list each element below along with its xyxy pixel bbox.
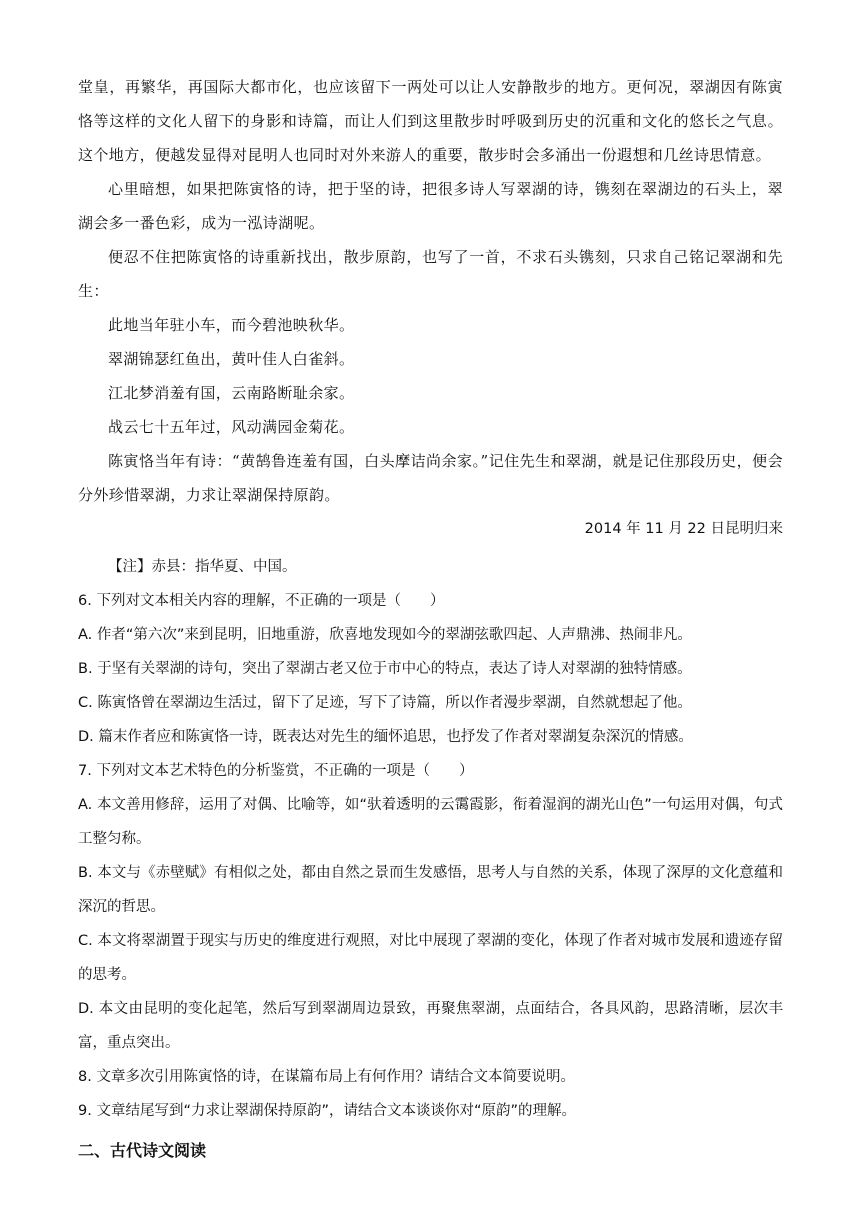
passage-paragraph-2: 心里暗想，如果把陈寅恪的诗，把于坚的诗，把很多诗人写翠湖的诗，镌刻在翠湖边的石头上，翠湖会多一番色彩，成为一泓诗湖呢。 xyxy=(78,180,783,232)
question-7 xyxy=(78,754,783,1060)
question-6 xyxy=(78,584,783,754)
passage-paragraph-continued: 堂皇，再繁华，再国际大都市化，也应该留下一两处可以让人安静散步的地方。更何况，翠湖因有陈寅恪等这样的文化人留下的身影和诗篇，而让人们到这里散步时呼吸到历史的沉重和文化的悠长之气息。这个地方，便越发显得对昆明人也同时对外来游人的重要，散步时会多涌出一份遐想和几丝诗思情意。 xyxy=(78,78,783,164)
poem-line-4: 战云七十五年过，风动满园金菊花。 xyxy=(108,418,355,436)
poem-line-2: 翠湖锦瑟红鱼出，黄叶佳人白雀斜。 xyxy=(108,350,355,368)
option-b: B. 于坚有关翠湖的诗句，突出了翠湖古老又位于市中心的特点，表达了诗人对翠湖的独特情感。 xyxy=(78,661,692,677)
poem-line-1: 此地当年驻小车，而今碧池映秋华。 xyxy=(108,316,355,334)
option-b: B. 本文与《赤壁赋》有相似之处，都由自然之景而生发感悟，思考人与自然的关系，体现了深厚的文化意蕴和深沉的哲思。 xyxy=(78,865,783,915)
question-stem: 6. 下列对文本相关内容的理解，不正确的一项是（ ） xyxy=(78,593,445,609)
passage-paragraph-4: 陈寅恪当年有诗：“黄鹄鲁连羞有国，白头摩诘尚余家。”记住先生和翠湖，就是记住那段历史，便会分外珍惜翠湖，力求让翠湖保持原韵。 xyxy=(78,452,783,504)
poem xyxy=(78,308,783,444)
passage-date: 2014 年 11 月 22 日昆明归来 xyxy=(584,521,783,537)
option-c: C. 陈寅恪曾在翠湖边生活过，留下了足迹，写下了诗篇，所以作者漫步翠湖，自然就想起了他。 xyxy=(78,695,692,711)
section-heading: 二、古代诗文阅读 xyxy=(78,1141,207,1160)
option-a: A. 作者“第六次”来到昆明，旧地重游，欣喜地发现如今的翠湖弦歌四起、人声鼎沸、热闹非凡。 xyxy=(78,627,692,643)
poem-line-3: 江北梦消羞有国，云南路断耻余家。 xyxy=(108,384,355,402)
option-d: D. 本文由昆明的变化起笔，然后写到翠湖周边景致，再聚焦翠湖，点面结合，各具风韵，思路清晰，层次丰富，重点突出。 xyxy=(78,1001,783,1051)
option-d: D. 篇末作者应和陈寅恪一诗，既表达对先生的缅怀追思，也抒发了作者对翠湖复杂深沉的情感。 xyxy=(78,729,693,745)
option-c: C. 本文将翠湖置于现实与历史的维度进行观照，对比中展现了翠湖的变化，体现了作者对城市发展和遗迹存留的思考。 xyxy=(78,933,783,983)
question-8: 8. 文章多次引用陈寅恪的诗，在谋篇布局上有何作用？请结合文本简要说明。 xyxy=(78,1069,575,1085)
footnote: 【注】赤县：指华夏、中国。 xyxy=(108,559,297,575)
question-9: 9. 文章结尾写到“力求让翠湖保持原韵”，请结合文本谈谈你对“原韵”的理解。 xyxy=(78,1103,576,1119)
option-a: A. 本文善用修辞，运用了对偶、比喻等，如“驮着透明的云霭霞影，衔着湿润的湖光山色”一句运用对偶，句式工整匀称。 xyxy=(78,797,783,847)
question-stem: 7. 下列对文本艺术特色的分析鉴赏，不正确的一项是（ ） xyxy=(78,763,474,779)
document-body xyxy=(78,70,783,1168)
passage-paragraph-3: 便忍不住把陈寅恪的诗重新找出，散步原韵，也写了一首，不求石头镌刻，只求自己铭记翠湖和先生： xyxy=(78,248,783,300)
